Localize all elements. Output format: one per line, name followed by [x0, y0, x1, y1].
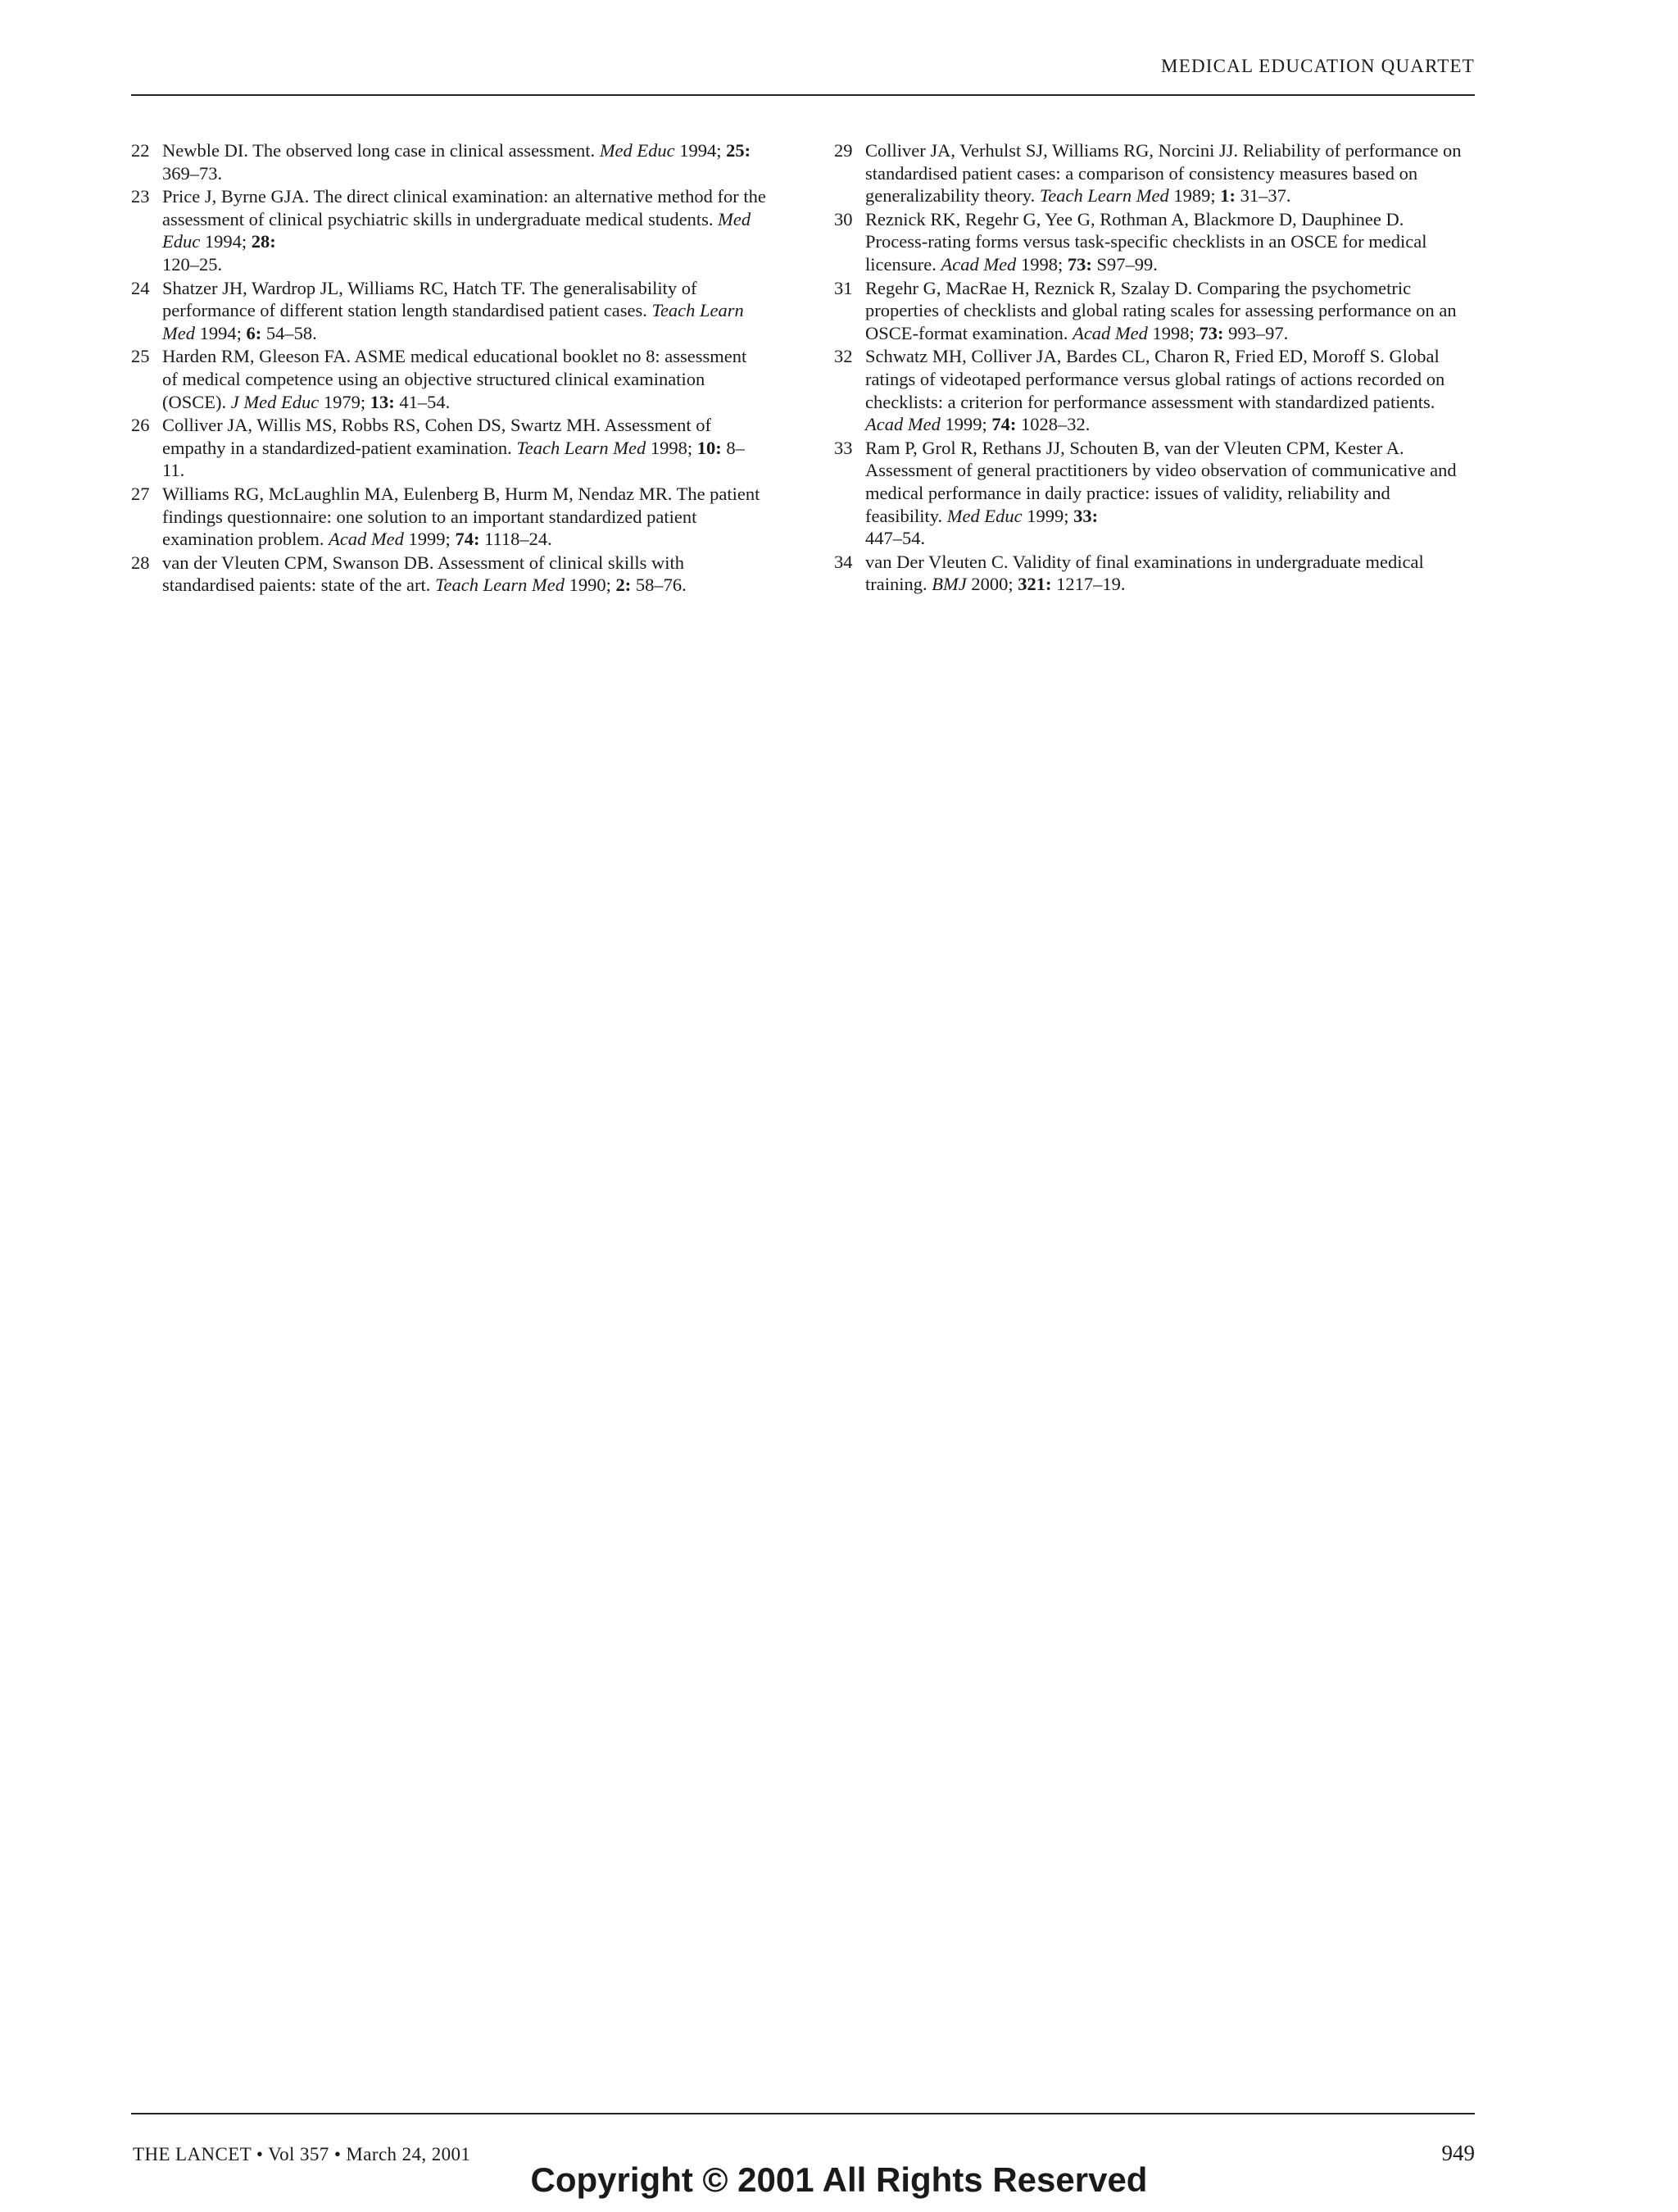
- reference-item: [834, 437, 1463, 550]
- copyright-notice: Copyright © 2001 All Rights Reserved: [530, 2160, 1148, 2199]
- reference-text: Shatzer JH, Wardrop JL, Williams RC, Hatch TF. The generalisability of performance of different station length standardised patient cases. Teach Learn Med 1994; 6: 54–58.: [162, 277, 744, 343]
- reference-number: 34: [834, 551, 853, 572]
- reference-item: [834, 345, 1463, 435]
- reference-number: 26: [131, 415, 150, 436]
- journal-info: THE LANCET • Vol 357 • March 24, 2001: [133, 2144, 471, 2164]
- reference-number: 30: [834, 208, 853, 229]
- reference-number: 24: [131, 277, 150, 298]
- reference-item: [834, 139, 1463, 207]
- reference-item: [131, 277, 766, 345]
- footer-rule: [131, 2113, 1475, 2114]
- reference-text: Williams RG, McLaughlin MA, Eulenberg B, Hurm M, Nendaz MR. The patient findings questionnaire: one solution to an important standardized patient examination problem. Acad Med 1999; 74: 1118–24.: [162, 483, 760, 550]
- reference-number: 23: [131, 186, 150, 207]
- reference-number: 29: [834, 140, 853, 161]
- reference-text: Colliver JA, Willis MS, Robbs RS, Cohen DS, Swartz MH. Assessment of empathy in a standardized-patient examination. Teach Learn Med 1998; 10: 8–11.: [162, 415, 745, 481]
- reference-number: 27: [131, 483, 150, 504]
- reference-text: Reznick RK, Regehr G, Yee G, Rothman A, Blackmore D, Dauphinee D. Process-rating forms versus task-specific checklists in an OSCE for medical licensure. Acad Med 1998; 73: S97–99.: [865, 208, 1427, 275]
- reference-text: van der Vleuten CPM, Swanson DB. Assessment of clinical skills with standardised paients: state of the art. Teach Learn Med 1990; 2: 58–76.: [162, 552, 687, 596]
- reference-text: Colliver JA, Verhulst SJ, Williams RG, Norcini JJ. Reliability of performance on standardised patient cases: a comparison of consistency measures based on generalizability theory. Teach Learn Med 1989; 1: 31–37.: [865, 140, 1462, 207]
- references-left-column: [131, 139, 766, 597]
- reference-text: Newble DI. The observed long case in clinical assessment. Med Educ 1994; 25: 369–73.: [162, 140, 751, 184]
- reference-text: Ram P, Grol R, Rethans JJ, Schouten B, van der Vleuten CPM, Kester A. Assessment of general practitioners by video observation of communicative and medical performance in daily practice: issues of validity, reliability and feasibility. Med Educ 1999; 33: 447–54.: [865, 437, 1457, 549]
- running-head: MEDICAL EDUCATION QUARTET: [1161, 56, 1475, 76]
- reference-number: 25: [131, 346, 150, 367]
- reference-text: Schwatz MH, Colliver JA, Bardes CL, Charon R, Fried ED, Moroff S. Global ratings of videotaped performance versus global ratings of actions recorded on checklists: a criterion for performance assessment with standardized patients. Acad Med 1999; 74: 1028–32.: [865, 346, 1445, 435]
- reference-text: Price J, Byrne GJA. The direct clinical examination: an alternative method for the assessment of clinical psychiatric skills in undergraduate medical students. Med Educ 1994; 28: 120–25.: [162, 186, 766, 275]
- reference-number: 28: [131, 552, 150, 573]
- reference-item: [131, 414, 766, 482]
- reference-item: [834, 277, 1463, 345]
- reference-item: [834, 551, 1463, 596]
- reference-item: [834, 208, 1463, 276]
- reference-item: [131, 185, 766, 275]
- reference-item: [131, 552, 766, 597]
- reference-text: Regehr G, MacRae H, Reznick R, Szalay D. Comparing the psychometric properties of checklists and global rating scales for assessing performance on an OSCE-format examination. Acad Med 1998; 73: 993–97.: [865, 277, 1457, 343]
- reference-number: 22: [131, 140, 150, 161]
- reference-text: van Der Vleuten C. Validity of final examinations in undergraduate medical training. BMJ 2000; 321: 1217–19.: [865, 551, 1424, 595]
- reference-item: [131, 139, 766, 184]
- reference-number: 33: [834, 437, 853, 458]
- references-right-column: [834, 139, 1463, 597]
- reference-item: [131, 345, 766, 413]
- reference-number: 32: [834, 346, 853, 367]
- reference-number: 31: [834, 277, 853, 298]
- page-number: 949: [1441, 2141, 1475, 2165]
- header-rule: [131, 94, 1475, 96]
- reference-item: [131, 483, 766, 551]
- reference-text: Harden RM, Gleeson FA. ASME medical educational booklet no 8: assessment of medical competence using an objective structured clinical examination (OSCE). J Med Educ 1979; 13: 41–54.: [162, 346, 747, 412]
